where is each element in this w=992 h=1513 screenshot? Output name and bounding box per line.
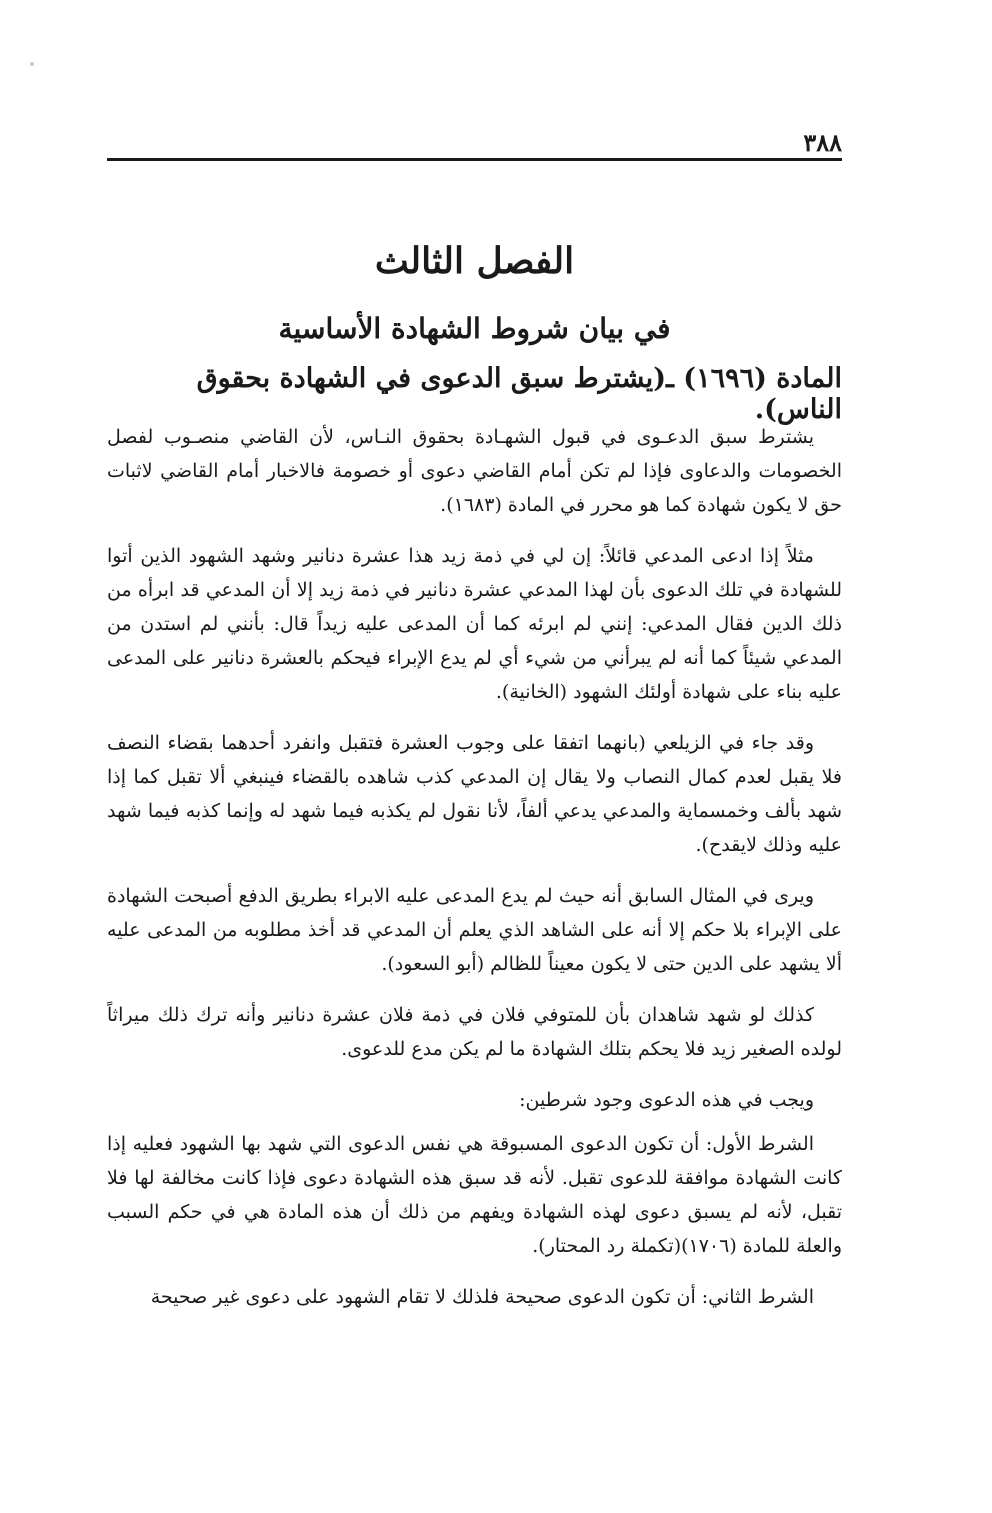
article-heading: المادة (١٦٩٦) ـ(يشترط سبق الدعوى في الشهادة بحقوق الناس).: [196, 363, 842, 425]
header-rule: [107, 158, 842, 161]
scan-speck: [30, 62, 34, 66]
paragraph-zaylai: وقد جاء في الزيلعي (بانهما اتفقا على وجوب العشرة فتقبل وانفرد أحدهما بقضاء النصف فلا يقبل لعدم كمال النصاب ولا يقال إن المدعي كذب شاهده بالقضاء فينبغي ألا تقبل كما إذا شهد بألف وخمسماية والمدعي يدعي ألفاً، لأنا نقول لم يكذبه فيما شهد له وإنما كذبه فيما شهد عليه وذلك لايقدح).: [107, 732, 842, 856]
paragraph-first-condition: الشرط الأول: أن تكون الدعوى المسبوقة هي نفس الدعوى التي شهد بها الشهود فعليه إذا كانت الشهادة موافقة للدعوى تقبل. لأنه قد سبق هذه الشهادة دعوى فإذا كانت مخالفة لها فلا تقبل، لأنه لم يسبق دعوى لهذه الشهادة ويفهم من ذلك أن هذه المادة هي في حكم السبب والعلة للمادة (١٧٠٦)(تكملة رد المحتار).: [107, 1133, 842, 1257]
paragraph-previous-example: ويرى في المثال السابق أنه حيث لم يدع المدعى عليه الابراء بطريق الدفع أصبحت الشهادة على الإبراء بلا حكم إلا أنه على الشاهد الذي يعلم أن المدعي قد أخذ مطلوبه من المدعى عليه ألا يشهد على الدين حتى لا يكون معيناً للظالم (أبو السعود).: [107, 885, 842, 975]
page-number: ٣٨٨: [803, 128, 842, 157]
body-text: [107, 420, 842, 1331]
paragraph-inheritance: كذلك لو شهد شاهدان بأن للمتوفي فلان في ذمة فلان عشرة دنانير وأنه ترك ذلك ميراثاً لولده الصغير زيد فلا يحكم بتلك الشهادة ما لم يكن مدع للدعوى.: [107, 1004, 842, 1060]
section-title: في بيان شروط الشهادة الأساسية: [278, 312, 671, 345]
paragraph-intro: يشترط سبق الدعـوى في قبول الشهـادة بحقوق النـاس، لأن القاضي منصـوب لفصل الخصومات والدعاوى فإذا لم تكن أمام القاضي دعوى أو خصومة فالاخبار أمام القاضي لاثبات حق لا يكون شهادة كما هو محرر في المادة (١٦٨٣).: [107, 426, 842, 516]
paragraph-example: مثلاً إذا ادعى المدعي قائلاً: إن لي في ذمة زيد هذا عشرة دنانير وشهد الشهود الذين أتوا للشهادة في تلك الدعوى بأن لهذا المدعي عشرة دنانير في ذمة زيد إلا أن المدعي قد ابرأه من ذلك الدين فقال المدعي: إنني لم ابرئه كما أن المدعى عليه زيداً قال: بأنني لم استدن من المدعي شيئاً كما أنه لم يبرأني من شيء أي لم يدع الإبراء فيحكم بالعشرة دنانير على المدعى عليه بناء على شهادة أولئك الشهود (الخانية).: [107, 545, 842, 703]
chapter-title: الفصل الثالث: [374, 240, 575, 282]
paragraph-two-conditions: ويجب في هذه الدعوى وجود شرطين:: [519, 1089, 814, 1111]
paragraph-second-condition: الشرط الثاني: أن تكون الدعوى صحيحة فلذلك لا تقام الشهود على دعوى غير صحيحة: [150, 1286, 814, 1308]
